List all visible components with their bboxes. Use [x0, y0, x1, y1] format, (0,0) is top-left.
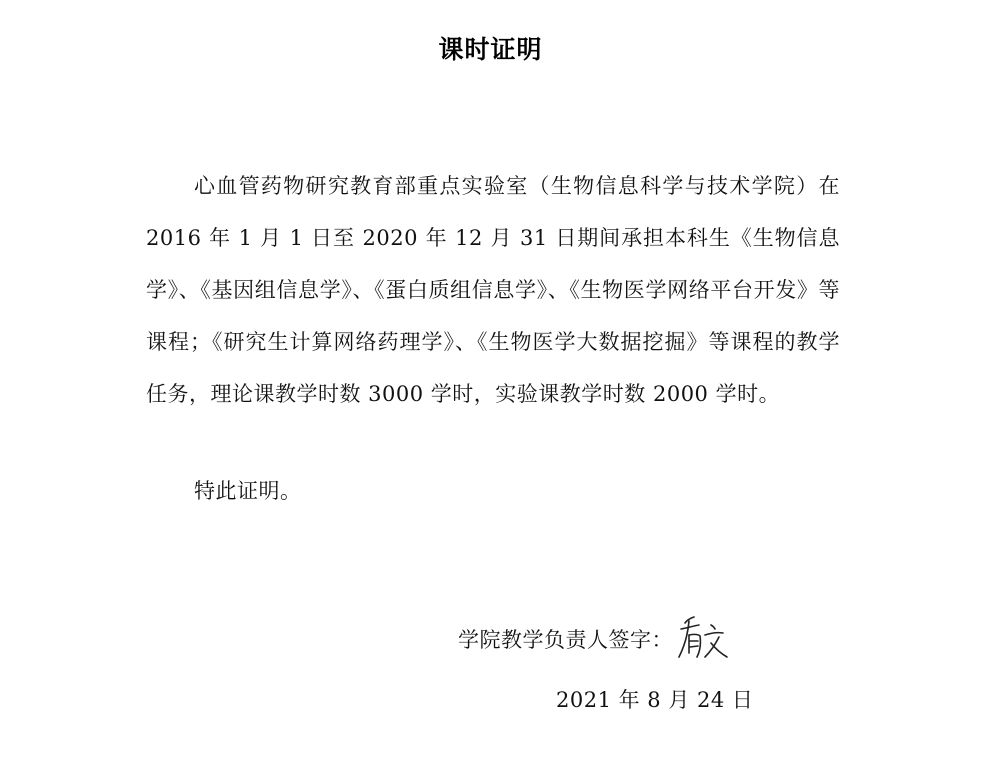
- signature-label: 学院教学负责人签字：: [458, 628, 673, 652]
- handwritten-signature: [675, 613, 731, 665]
- signature-block: [458, 612, 731, 666]
- document-title: 课时证明: [438, 35, 543, 64]
- certification-paragraph: 心血管药物研究教育部重点实验室（生物信息科学与技术学院）在 2016 年 1 月 1 日至 2020 年 12 月 31 日期间承担本科生《生物信息学》、《基因组信息学》、《蛋白质组信息学》、《生物医学网络平台开发》等课程；《研究生计算网络药理学》、《生物医学大数据挖掘》等课程的教学任务，理论课教学时数 3000 学时，实验课教学时数 2000 学时。: [146, 174, 840, 406]
- signature-date: 2021 年 8 月 24 日: [556, 688, 754, 712]
- signature-icon: [675, 613, 731, 665]
- closing-statement: 特此证明。: [194, 479, 302, 503]
